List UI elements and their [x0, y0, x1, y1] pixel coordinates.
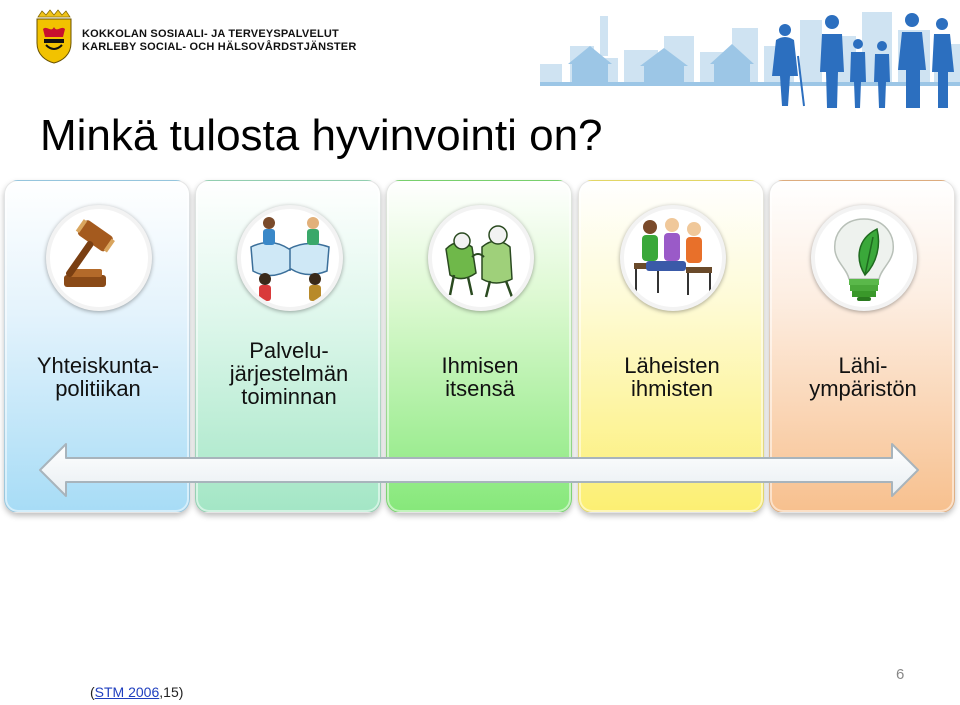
slide-header — [0, 0, 960, 110]
factor-image-frame — [620, 205, 726, 311]
factor-image-frame — [46, 205, 152, 311]
factor-label-line: Ihmisen — [441, 353, 519, 378]
factor-label — [579, 354, 764, 400]
citation-open-paren: ( — [90, 684, 95, 700]
dancing-people-icon — [432, 209, 530, 307]
page-number: 6 — [896, 666, 905, 683]
factor-label-line: Läheisten — [624, 353, 720, 378]
eco-lightbulb-icon — [815, 209, 913, 307]
factor-label — [196, 339, 381, 408]
organization-name — [82, 28, 356, 54]
factor-label-line: politiikan — [55, 376, 141, 401]
citation-rest: ,15) — [159, 684, 184, 700]
gavel-icon — [50, 209, 148, 307]
factor-image-frame — [811, 205, 917, 311]
friends-group-icon — [624, 209, 722, 307]
factor-image-frame — [237, 205, 343, 311]
puzzle-people-icon — [241, 209, 339, 307]
factor-label-line: Lähi- — [838, 353, 888, 378]
citation-link[interactable]: STM 2006 — [94, 684, 160, 700]
factor-label-line: itsensä — [445, 376, 515, 401]
source-citation — [90, 684, 183, 700]
factor-label-line: Palvelu- — [249, 338, 329, 363]
factor-label-line: ympäristön — [809, 376, 917, 401]
org-name-finnish: KOKKOLAN SOSIAALI- JA TERVEYSPALVELUT — [82, 28, 339, 40]
factor-label-line: järjestelmän — [229, 361, 349, 386]
factor-label — [770, 354, 955, 400]
factor-label-line: toiminnan — [241, 384, 337, 409]
slide-title: Minkä tulosta hyvinvointi on? — [40, 111, 603, 160]
factor-label — [5, 354, 190, 400]
factor-label-line: Yhteiskunta- — [36, 353, 160, 378]
double-headed-arrow-icon — [38, 440, 920, 500]
town-family-banner-icon — [540, 6, 960, 110]
coat-of-arms-icon — [34, 9, 74, 64]
factor-image-frame — [428, 205, 534, 311]
factor-label-line: ihmisten — [631, 376, 713, 401]
factor-label — [387, 354, 572, 400]
org-name-swedish: KARLEBY SOCIAL- OCH HÄLSOVÅRDSTJÄNSTER — [82, 41, 357, 53]
